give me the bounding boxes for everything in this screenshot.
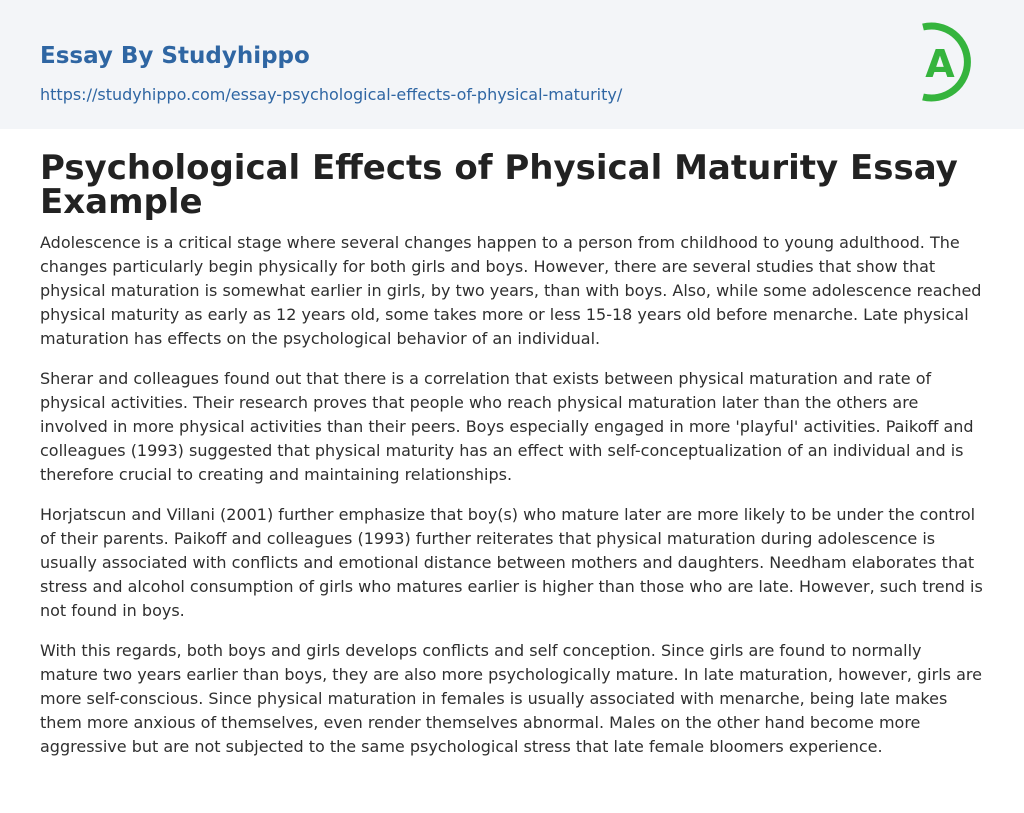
essay-url-link[interactable]: https://studyhippo.com/essay-psychological-effects-of-physical-maturity/ <box>40 85 623 104</box>
essay-paragraph-1: Adolescence is a critical stage where several changes happen to a person from childhood to young adulthood. The changes particularly begin physically for both girls and boys. However, there are several studies that show that physical maturation is somewhat earlier in girls, by two years, than with boys. Also, while some adolescence reached physical maturity as early as 12 years old, some takes more or less 15-18 years old before menarche. Late physical maturation has effects on the psychological behavior of an individual. <box>40 233 982 348</box>
studyhippo-logo-icon[interactable] <box>911 17 987 107</box>
page-header <box>0 0 1024 129</box>
essay-content <box>40 148 984 775</box>
essay-paragraph-4: With this regards, both boys and girls develops conflicts and self conception. Since girls are found to normally mature two years earlier than boys, they are also more psychologically mature. In late maturation, however, girls are more self-conscious. Since physical maturation in females is usually associated with menarche, being late makes them more anxious of themselves, even render themselves abnormal. Males on the other hand become more aggressive but are not subjected to the same psychological stress that late female bloomers experience. <box>40 641 982 756</box>
site-brand: Essay By Studyhippo <box>40 43 310 69</box>
essay-title: Psychological Effects of Physical Maturity Essay Example <box>40 148 958 222</box>
logo-letter: A <box>925 42 955 86</box>
essay-paragraph-2: Sherar and colleagues found out that there is a correlation that exists between physical maturation and rate of physical activities. Their research proves that people who reach physical maturation later than the others are involved in more physical activities than their peers. Boys especially engaged in more 'playful' activities. Paikoff and colleagues (1993) suggested that physical maturity has an effect with self-conceptualization of an individual and is therefore crucial to creating and maintaining relationships. <box>40 369 974 484</box>
essay-paragraph-3: Horjatscun and Villani (2001) further emphasize that boy(s) who mature later are more likely to be under the control of their parents. Paikoff and colleagues (1993) further reiterates that physical maturation during adolescence is usually associated with conflicts and emotional distance between mothers and daughters. Needham elaborates that stress and alcohol consumption of girls who matures earlier is higher than those who are late. However, such trend is not found in boys. <box>40 505 983 620</box>
